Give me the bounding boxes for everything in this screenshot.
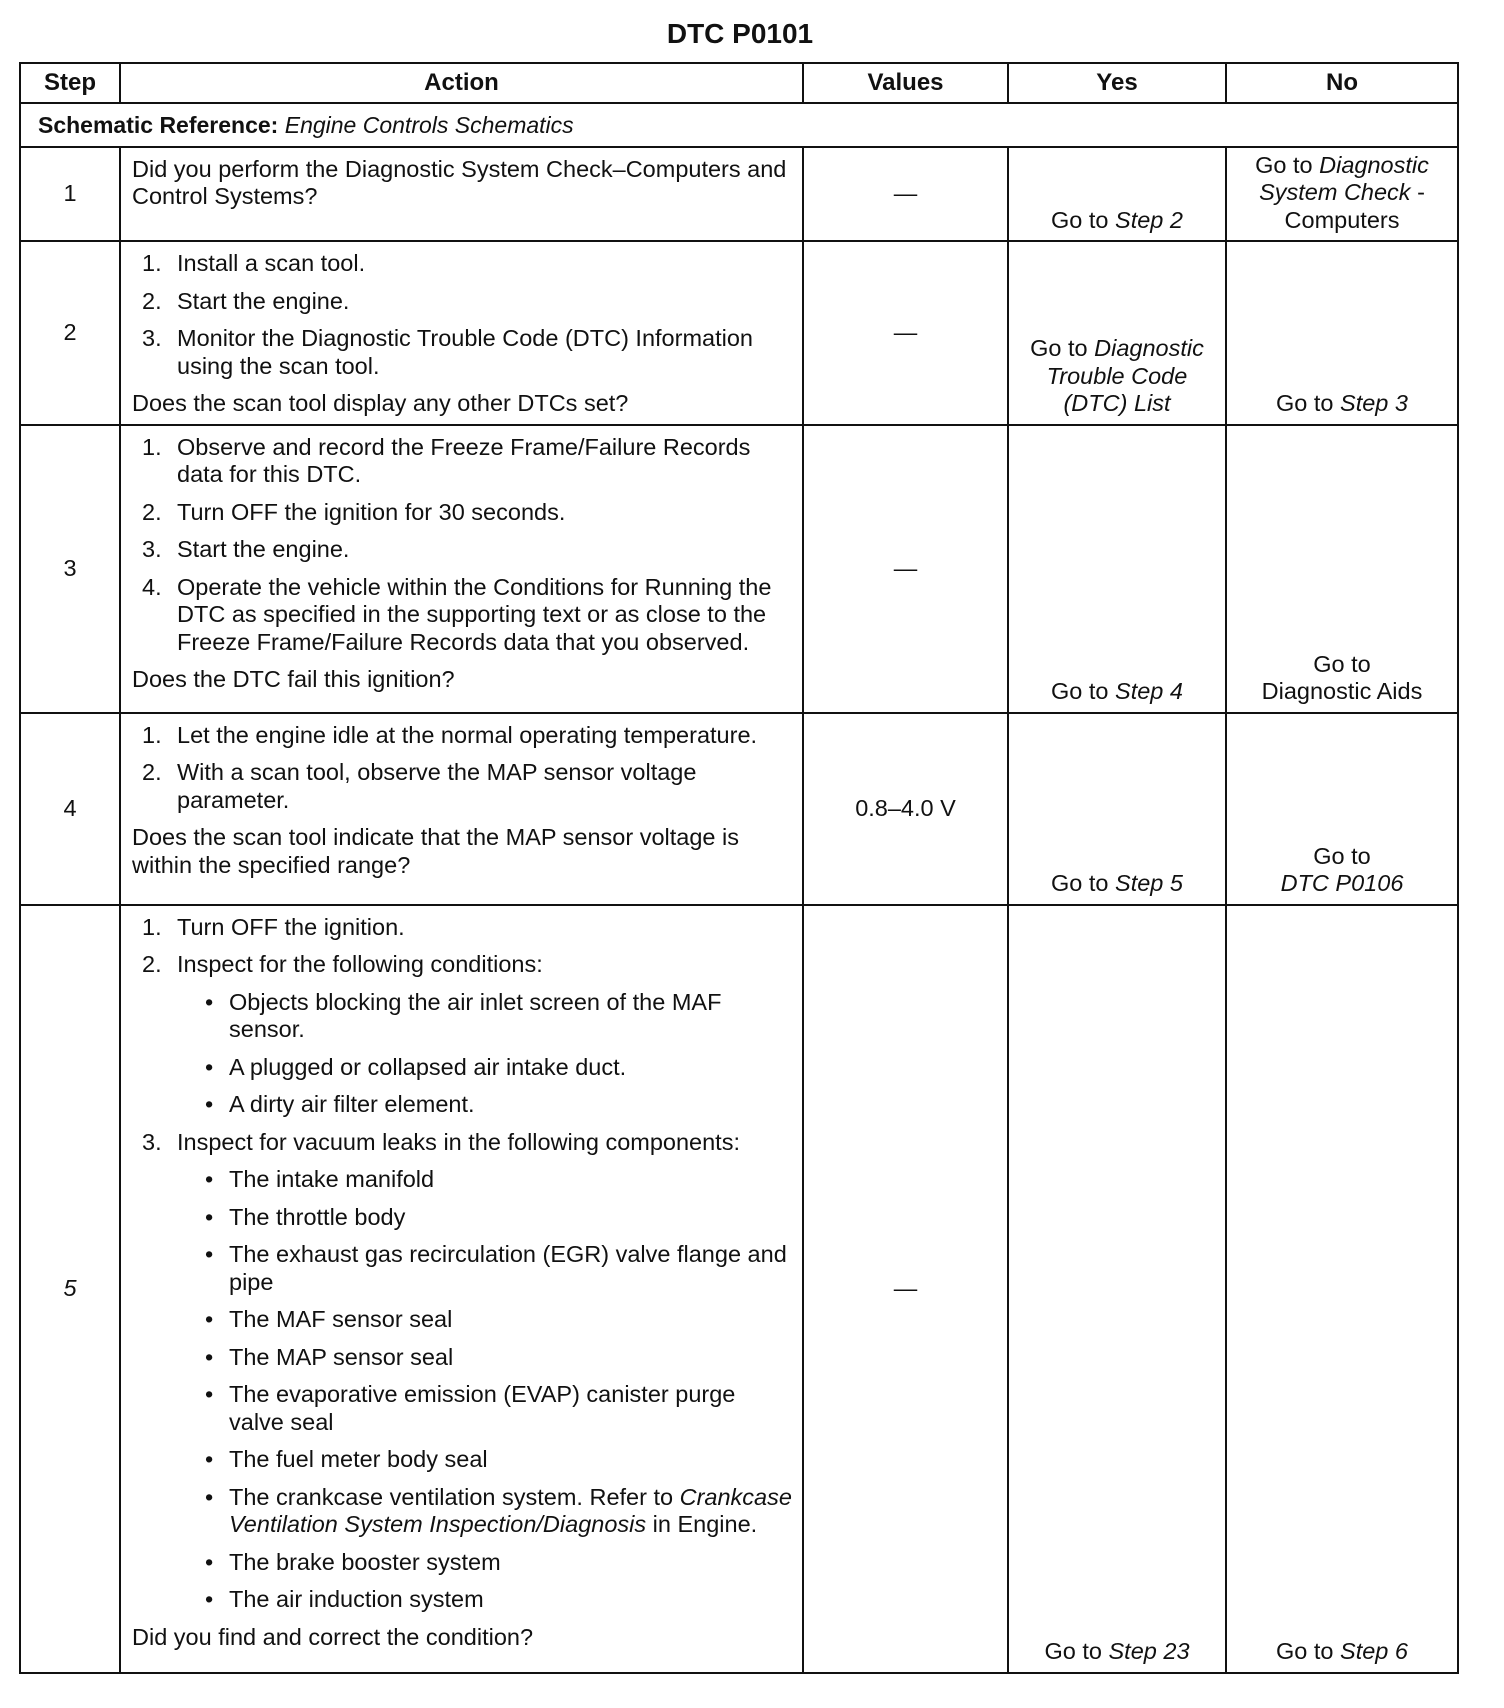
table-row bbox=[20, 905, 1458, 1673]
list-item: 1. Let the engine idle at the normal operating temperature. bbox=[142, 721, 758, 748]
header-action: Action bbox=[120, 63, 803, 103]
header-yes: Yes bbox=[1008, 63, 1226, 103]
value-cell: — bbox=[803, 147, 1008, 241]
header-step: Step bbox=[20, 63, 120, 103]
yes-link: Step 23 bbox=[1108, 1638, 1190, 1665]
schematic-label: Schematic Reference: bbox=[38, 111, 279, 138]
no-cell bbox=[1226, 713, 1458, 905]
no-link: DTC P0106 bbox=[1280, 870, 1404, 897]
step-number: 5 bbox=[20, 905, 120, 1673]
list-item: 1. Turn OFF the ignition. bbox=[142, 913, 405, 940]
yes-text: Go to bbox=[1030, 335, 1088, 362]
question: Does the DTC fail this ignition? bbox=[132, 666, 455, 693]
yes-link: Diagnostic Trouble Code (DTC) List bbox=[1046, 335, 1204, 417]
yes-cell bbox=[1008, 241, 1226, 424]
bullet-item: • The fuel meter body seal bbox=[205, 1446, 488, 1473]
no-text-suffix: - Computers bbox=[1284, 179, 1425, 233]
schematic-row bbox=[20, 103, 1458, 147]
yes-cell bbox=[1008, 905, 1226, 1673]
action-cell bbox=[120, 713, 803, 905]
value-cell: 0.8–4.0 V bbox=[803, 713, 1008, 905]
step-number: 1 bbox=[20, 147, 120, 241]
value-cell: — bbox=[803, 241, 1008, 424]
yes-link: Step 5 bbox=[1115, 870, 1183, 897]
no-link: Step 3 bbox=[1340, 390, 1408, 417]
bullet-item: • The throttle body bbox=[205, 1203, 406, 1230]
action-cell bbox=[120, 425, 803, 713]
list-item: 3. Inspect for vacuum leaks in the following components: bbox=[142, 1128, 740, 1155]
yes-text: Go to bbox=[1051, 206, 1109, 233]
no-text: Go to bbox=[1255, 152, 1313, 178]
no-link: Diagnostic System Check bbox=[1259, 152, 1429, 206]
value-cell: — bbox=[803, 905, 1008, 1673]
question: Does the scan tool display any other DTCs set? bbox=[132, 390, 629, 417]
page-title: DTC P0101 bbox=[666, 18, 814, 49]
list-item: 1. Install a scan tool. bbox=[142, 250, 366, 277]
yes-text: Go to bbox=[1051, 870, 1109, 897]
list-item: 2. Inspect for the following conditions: bbox=[142, 951, 543, 978]
no-text-suffix: Diagnostic Aids bbox=[1261, 678, 1423, 705]
header-no: No bbox=[1226, 63, 1458, 103]
no-cell bbox=[1226, 241, 1458, 424]
header-row bbox=[20, 63, 1458, 103]
header-values: Values bbox=[803, 63, 1008, 103]
question: Did you find and correct the condition? bbox=[132, 1623, 534, 1650]
bullet-item: • A plugged or collapsed air intake duct. bbox=[205, 1053, 627, 1080]
yes-text: Go to bbox=[1051, 678, 1109, 705]
no-cell bbox=[1226, 425, 1458, 713]
bullet-item: • The brake booster system bbox=[205, 1548, 501, 1575]
yes-link: Step 4 bbox=[1115, 678, 1183, 705]
schematic-link: Engine Controls Schematics bbox=[284, 111, 574, 138]
step-number: 2 bbox=[20, 241, 120, 424]
yes-cell bbox=[1008, 425, 1226, 713]
list-item: 3. Start the engine. bbox=[142, 536, 350, 563]
question: Did you perform the Diagnostic System Check–Computers and Control Systems? bbox=[132, 156, 787, 210]
bullet-item: • The MAP sensor seal bbox=[205, 1343, 454, 1370]
yes-cell bbox=[1008, 713, 1226, 905]
action-cell bbox=[120, 905, 803, 1673]
no-cell bbox=[1226, 905, 1458, 1673]
table-row bbox=[20, 241, 1458, 424]
yes-text: Go to bbox=[1044, 1638, 1102, 1665]
bullet-item: • A dirty air filter element. bbox=[205, 1091, 475, 1118]
schematic-reference bbox=[20, 103, 1458, 147]
step-number: 4 bbox=[20, 713, 120, 905]
no-text: Go to bbox=[1313, 650, 1371, 677]
no-text: Go to bbox=[1313, 842, 1371, 869]
bullet-item: • The intake manifold bbox=[205, 1166, 435, 1193]
action-cell bbox=[120, 147, 803, 241]
bullet-item: • The exhaust gas recirculation (EGR) valve flange and pipe bbox=[205, 1241, 787, 1295]
no-link: Step 6 bbox=[1340, 1638, 1408, 1665]
list-item: 2. With a scan tool, observe the MAP sensor voltage parameter. bbox=[142, 759, 697, 813]
yes-cell bbox=[1008, 147, 1226, 241]
bullet-item: • Objects blocking the air inlet screen of the MAF sensor. bbox=[205, 988, 722, 1043]
action-cell bbox=[120, 241, 803, 424]
table-row bbox=[20, 425, 1458, 713]
bullet-item: • The MAF sensor seal bbox=[205, 1306, 453, 1333]
list-item: 2. Start the engine. bbox=[142, 287, 350, 314]
question: Does the scan tool indicate that the MAP sensor voltage is within the specified range? bbox=[132, 824, 739, 878]
table-row bbox=[20, 147, 1458, 241]
no-cell bbox=[1226, 147, 1458, 241]
bullet-item: • The air induction system bbox=[205, 1586, 484, 1613]
step-number: 3 bbox=[20, 425, 120, 713]
crankcase-link: Crankcase Ventilation System Inspection/Diagnosis bbox=[229, 1483, 792, 1538]
value-cell: — bbox=[803, 425, 1008, 713]
bullet-item: • The crankcase ventilation system. Refer to Crankcase Ventilation System Inspection/Diagnosis in Engine. bbox=[205, 1483, 792, 1538]
yes-link: Step 2 bbox=[1115, 206, 1183, 233]
no-text: Go to bbox=[1276, 1638, 1334, 1665]
diagnostic-table bbox=[19, 62, 1459, 1674]
no-text: Go to bbox=[1276, 390, 1334, 417]
list-item: 3. Monitor the Diagnostic Trouble Code (DTC) Information using the scan tool. bbox=[142, 325, 753, 379]
list-item: 2. Turn OFF the ignition for 30 seconds. bbox=[142, 498, 566, 525]
bullet-item: • The evaporative emission (EVAP) canister purge valve seal bbox=[205, 1381, 736, 1435]
list-item: 4. Operate the vehicle within the Conditions for Running the DTC as specified in the supporting text or as close to the Freeze Frame/Failure Records data that you observed. bbox=[142, 573, 772, 655]
list-item: 1. Observe and record the Freeze Frame/Failure Records data for this DTC. bbox=[142, 433, 751, 488]
table-row bbox=[20, 713, 1458, 905]
